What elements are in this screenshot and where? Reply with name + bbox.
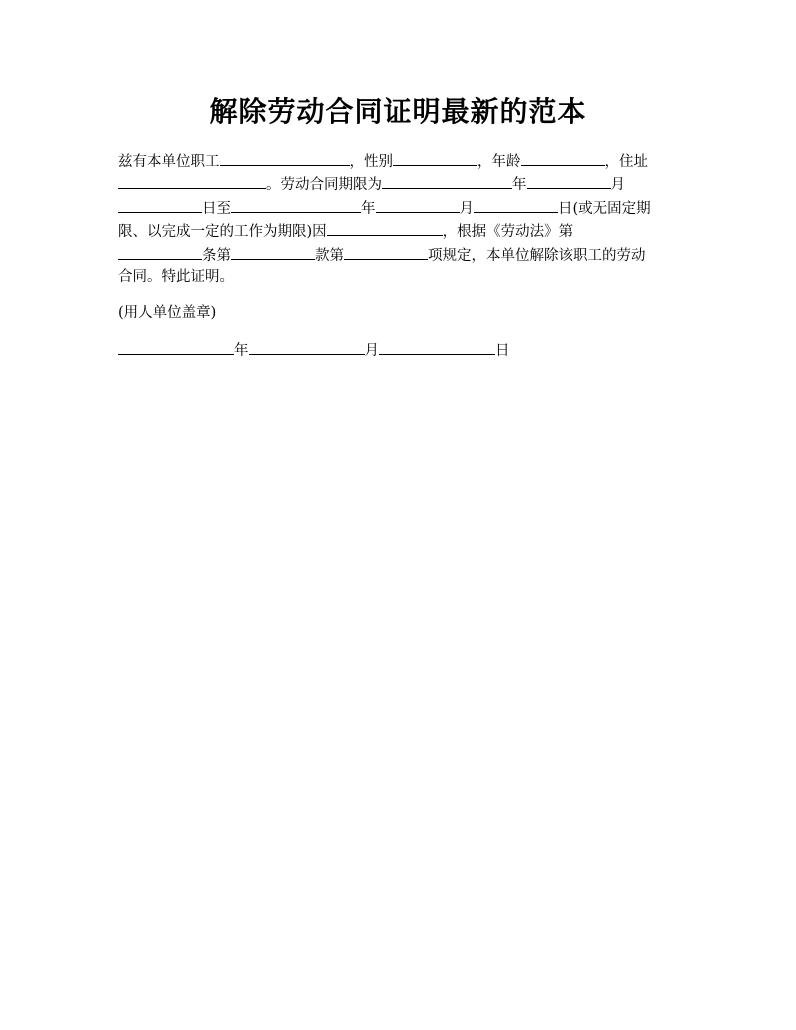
- text-seal: (用人单位盖章): [118, 305, 217, 321]
- blank-start-year[interactable]: [382, 173, 512, 189]
- text-month: 月: [610, 177, 625, 193]
- text-sign-year: 年: [234, 343, 249, 359]
- document-title: 解除劳动合同证明最新的范本: [209, 95, 587, 128]
- blank-end-year[interactable]: [231, 197, 361, 213]
- blank-age[interactable]: [521, 150, 605, 166]
- text-gender: ，性别: [349, 154, 393, 170]
- blank-employee-name[interactable]: [220, 150, 350, 166]
- text-address: ，住址: [604, 154, 648, 170]
- text-labor-law: ，根据《劳动法》第: [442, 224, 574, 240]
- blank-gender[interactable]: [393, 150, 477, 166]
- body-line-4: [118, 220, 573, 242]
- text-sign-month: 月: [364, 343, 379, 359]
- blank-start-month[interactable]: [527, 173, 611, 189]
- text-year: 年: [512, 177, 527, 193]
- text-employee-intro: 兹有本单位职工: [118, 154, 220, 170]
- date-line: [118, 339, 510, 361]
- blank-sign-month[interactable]: [249, 339, 365, 355]
- seal-line: [118, 303, 216, 323]
- text-month: 月: [459, 201, 474, 217]
- body-line-5: [118, 244, 646, 266]
- text-sign-day: 日: [495, 343, 510, 359]
- text-termination: 项规定，本单位解除该职工的劳动: [428, 248, 646, 264]
- blank-sign-day[interactable]: [379, 339, 495, 355]
- blank-end-month[interactable]: [376, 197, 460, 213]
- blank-item[interactable]: [344, 244, 428, 260]
- text-year: 年: [361, 201, 376, 217]
- blank-sign-year[interactable]: [118, 339, 234, 355]
- text-article: 条第: [202, 248, 231, 264]
- text-task-based: 限、以完成一定的工作为期限)因: [118, 224, 327, 240]
- blank-end-day[interactable]: [474, 197, 558, 213]
- text-age: ，年龄: [477, 154, 521, 170]
- body-line-6: [118, 267, 234, 287]
- body-line-3: [118, 197, 651, 219]
- body-line-2: [118, 173, 625, 195]
- text-day-to: 日至: [202, 201, 231, 217]
- blank-reason[interactable]: [327, 220, 443, 236]
- body-line-1: [118, 150, 648, 172]
- text-day-open-ended: 日(或无固定期: [558, 201, 651, 217]
- blank-clause[interactable]: [231, 244, 315, 260]
- text-clause: 款第: [315, 248, 344, 264]
- blank-article[interactable]: [118, 244, 202, 260]
- blank-start-day[interactable]: [118, 197, 202, 213]
- blank-address[interactable]: [118, 173, 266, 189]
- text-contract-term: 。劳动合同期限为: [266, 177, 382, 193]
- text-certify: 合同。特此证明。: [118, 269, 234, 285]
